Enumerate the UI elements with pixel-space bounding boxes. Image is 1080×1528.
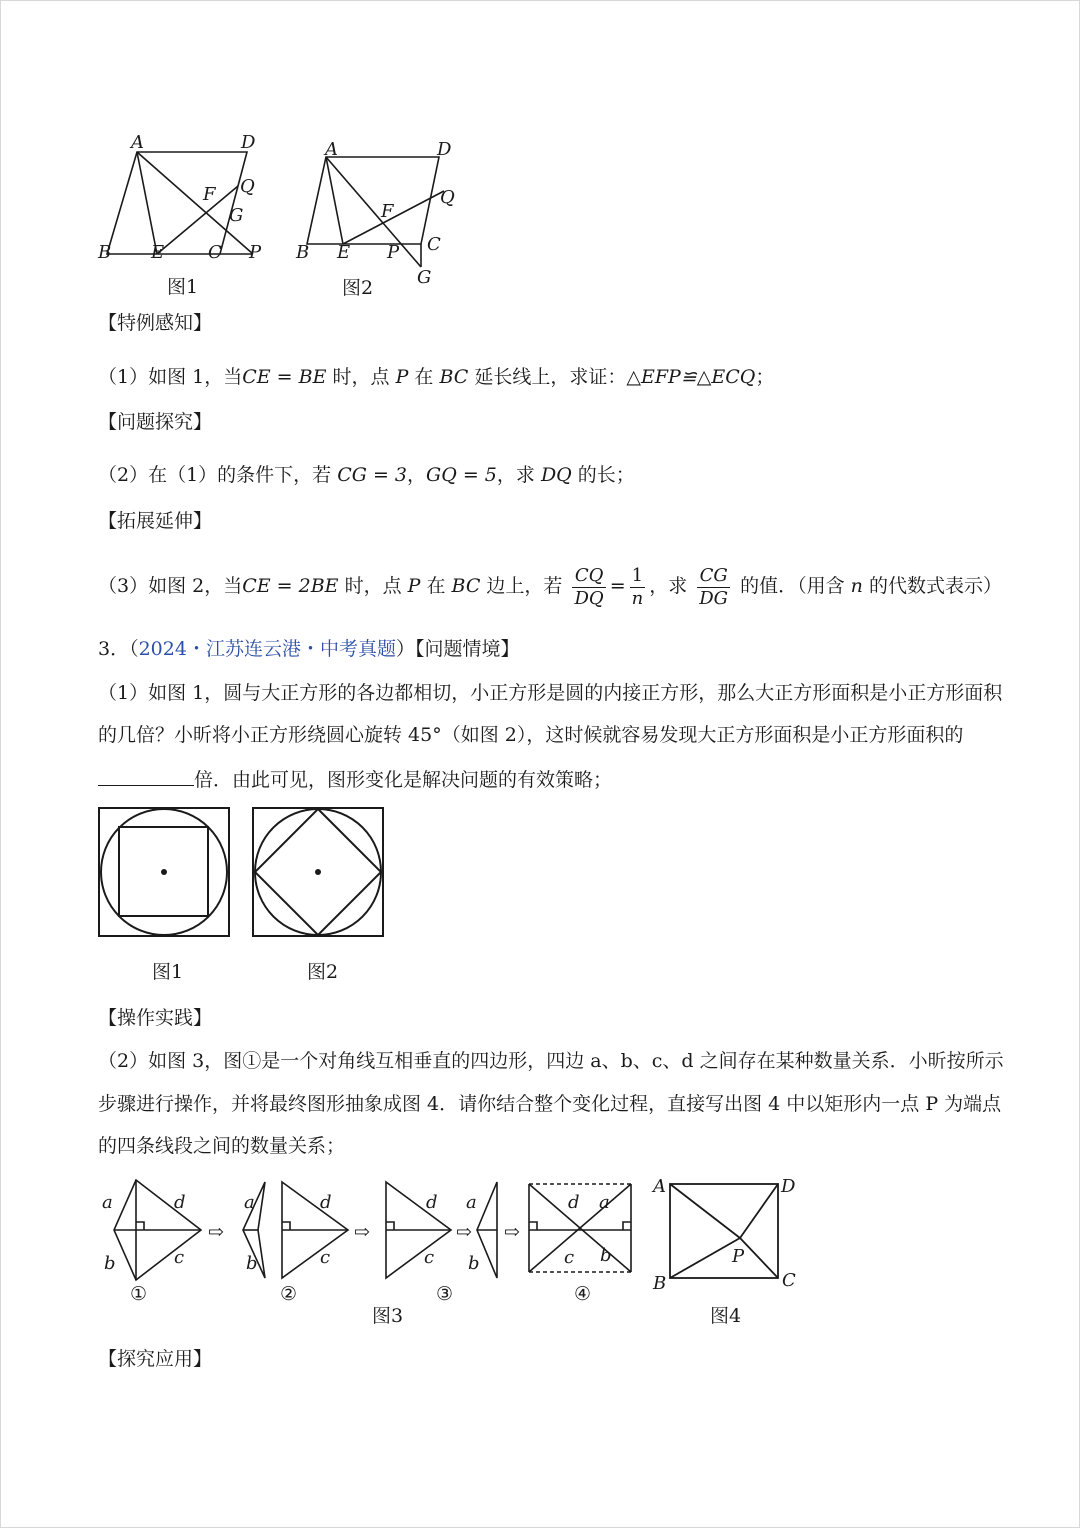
label-Q: Q [240,176,255,197]
fig1-caption: 图1 [167,276,199,298]
question-1: （1）如图 1，当CE = BE 时，点 P 在 BC 延长线上，求证：△EFP≌△ECQ； [98,366,775,388]
figure-circle-square-2 [251,806,385,986]
figure-circle-square-1 [97,806,231,986]
label-a: a [244,1192,255,1213]
label-B: B [98,242,112,263]
label-P: P [732,1246,745,1267]
label-F: F [203,184,216,205]
section-header-special: 【特例感知】 [98,312,213,334]
section-header-extend: 【拓展延伸】 [98,510,213,532]
label-b: b [468,1253,480,1274]
step-3-label: ③ [436,1283,454,1305]
figure-parallelogram-2 [293,135,473,305]
problem-3-p1-line2: 的几倍？小昕将小正方形绕圆心旋转 45°（如图 2），这时候就容易发现大正方形面积是小正方形面积的 [98,724,964,746]
label-d: d [174,1192,186,1213]
arrow-icon: ⇨ [456,1221,472,1243]
section-header-explore: 【问题探究】 [98,411,213,433]
label-A: A [131,132,144,153]
label-P: P [249,242,262,263]
problem-3-p1-line3: 倍．由此可见，图形变化是解决问题的有效策略； [98,765,988,793]
fraction-1-n: $\frac{1}{n}$ [631,564,644,609]
answer-blank [98,765,194,786]
label-c: c [564,1247,575,1268]
question-2: （2）在（1）的条件下，若 CG = 3，GQ = 5，求 DQ 的长； [98,464,635,486]
label-a: a [102,1192,113,1213]
label-D: D [437,139,452,160]
section-header-apply: 【探究应用】 [98,1348,213,1370]
label-B: B [296,242,310,263]
label-C: C [782,1270,796,1291]
problem-3-p2-line2: 步骤进行操作，并将最终图形抽象成图 4．请你结合整个变化过程，直接写出图 4 中以矩形内一点 P 为端点 [98,1093,1002,1115]
label-F: F [381,201,394,222]
label-b: b [104,1253,116,1274]
label-a: a [466,1192,477,1213]
question-3: （3）如图 2，当CE = 2BE 时，点 P 在 BC 边上，若 $\frac{CQ}{DQ}$ = $\frac{1}{n}$ ，求 $\frac{CG}{DG}$ 的值．（用含 n 的代数式表示） [98,564,1002,609]
label-b: b [600,1245,612,1266]
step-4-label: ④ [574,1283,592,1305]
problem-3-p1-line1: （1）如图 1，圆与大正方形的各边都相切，小正方形是圆的内接正方形，那么大正方形面积是小正方形面积 [98,682,1003,704]
arrow-icon: ⇨ [354,1221,370,1243]
fig4-caption: 图4 [710,1305,742,1327]
label-c: c [424,1247,435,1268]
label-C: C [427,234,441,255]
label-c: c [174,1247,185,1268]
label-D: D [241,132,256,153]
problem-3-p2-line1: （2）如图 3，图①是一个对角线互相垂直的四边形，四边 a、b、c、d 之间存在某种数量关系．小昕按所示 [98,1050,1004,1072]
fig2-caption: 图2 [342,277,374,299]
arrow-icon: ⇨ [208,1221,224,1243]
label-c: c [320,1247,331,1268]
figure-4-rectangle [648,1172,808,1332]
label-Q: Q [440,187,455,208]
fraction-cq-dq: $\frac{CQ}{DQ}$ [574,564,604,609]
problem-3-title: 3．（2024・江苏连云港・中考真题）【问题情境】 [98,638,520,660]
label-E: E [151,242,165,263]
label-G: G [417,267,432,288]
circle-fig2-caption: 图2 [307,961,339,983]
figure-parallelogram-1 [95,128,275,308]
problem-source: 2024・江苏连云港・中考真题 [138,638,396,660]
label-D: D [781,1176,796,1197]
figure-3-steps [96,1172,646,1332]
label-G: G [229,205,244,226]
label-B: B [653,1273,667,1294]
fraction-cg-dg: $\frac{CG}{DG}$ [699,564,729,609]
label-A: A [653,1176,666,1197]
label-a: a [599,1192,610,1213]
label-b: b [246,1253,258,1274]
label-P: P [387,242,400,263]
circle-fig1-caption: 图1 [152,961,184,983]
section-header-practice: 【操作实践】 [98,1007,213,1029]
label-C: C [208,242,222,263]
label-d: d [320,1192,332,1213]
problem-3-p2-line3: 的四条线段之间的数量关系； [98,1135,346,1157]
step-2-label: ② [280,1283,298,1305]
label-E: E [337,242,351,263]
label-d: d [426,1192,438,1213]
label-d: d [568,1192,580,1213]
label-A: A [325,139,338,160]
arrow-icon: ⇨ [504,1221,520,1243]
fig3-caption: 图3 [372,1305,404,1327]
step-1-label: ① [130,1283,148,1305]
